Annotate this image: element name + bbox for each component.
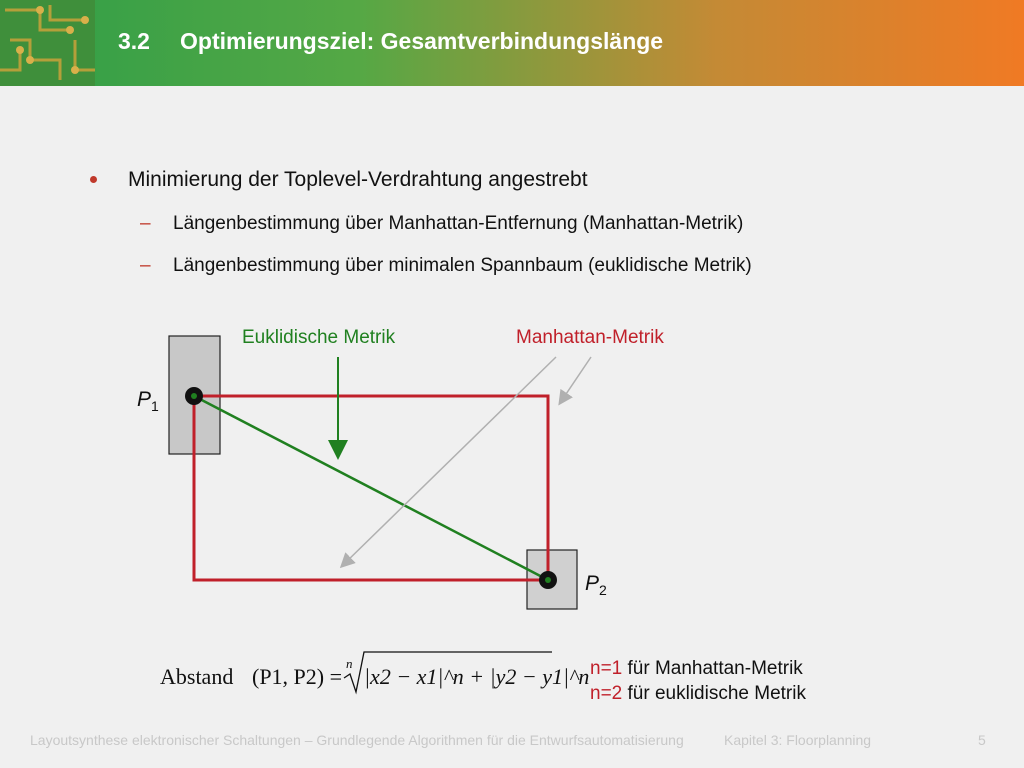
formula-args: (P1, P2) = bbox=[252, 664, 343, 689]
dash-icon: – bbox=[140, 255, 151, 276]
formula-graphic bbox=[160, 648, 590, 698]
p1-index: 1 bbox=[151, 398, 159, 415]
label-euclidean-metric: Euklidische Metrik bbox=[242, 327, 396, 348]
formula-root-index: n bbox=[346, 656, 353, 671]
note-n1: n=1 bbox=[590, 658, 623, 679]
p2-index: 2 bbox=[599, 582, 607, 599]
note-manhattan bbox=[590, 656, 806, 681]
footer-page-number: 5 bbox=[978, 732, 986, 748]
bullet-main-text: Minimierung der Toplevel-Verdrahtung angestrebt bbox=[128, 168, 588, 191]
dash-icon: – bbox=[140, 213, 151, 234]
footer-chapter: Kapitel 3: Floorplanning bbox=[724, 732, 872, 748]
note-n2: n=2 bbox=[590, 683, 623, 704]
footer-course: Layoutsynthese elektronischer Schaltungen – Grundlegende Algorithmen für die Entwurfsautomatisierung bbox=[30, 732, 684, 748]
metric-notes bbox=[590, 656, 806, 706]
formula-word: Abstand bbox=[160, 664, 234, 689]
note-n1-text: für Manhattan-Metrik bbox=[627, 658, 803, 679]
manhattan-pointer-arrow-upper bbox=[560, 357, 591, 403]
formula-expression: |x2 − x1|^n + |y2 − y1|^n bbox=[364, 664, 590, 689]
pin-p2-center bbox=[545, 577, 551, 583]
sub-bullet-text: Längenbestimmung über Manhattan-Entfernung (Manhattan-Metrik) bbox=[173, 213, 744, 234]
manhattan-pointer-arrow-lower bbox=[342, 357, 556, 566]
euclidean-line bbox=[194, 396, 548, 580]
p2-letter: P bbox=[585, 572, 600, 595]
note-euclidean bbox=[590, 681, 806, 706]
p1-letter: P bbox=[137, 388, 152, 411]
sub-bullet-text: Längenbestimmung über minimalen Spannbaum (euklidische Metrik) bbox=[173, 255, 752, 276]
label-p1 bbox=[137, 388, 159, 414]
label-p2 bbox=[585, 572, 607, 598]
section-number: 3.2 bbox=[118, 28, 150, 54]
label-manhattan-metric: Manhattan-Metrik bbox=[516, 327, 664, 348]
pin-p1-center bbox=[191, 393, 197, 399]
note-n2-text: für euklidische Metrik bbox=[627, 683, 806, 704]
title-text: Optimierungsziel: Gesamtverbindungslänge bbox=[180, 28, 664, 54]
